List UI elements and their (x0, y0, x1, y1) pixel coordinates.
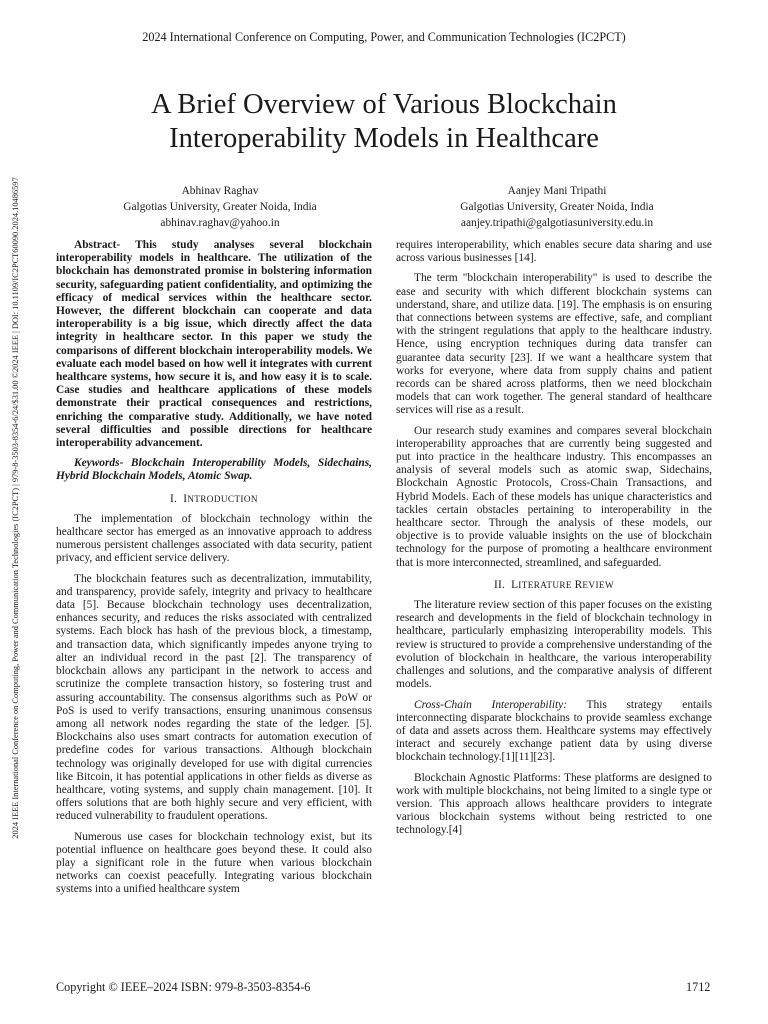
paragraph: The term "blockchain interoperability" is used to describe the ease and security with which different blockchain systems can understand, share, and utilize data. [19]. The emphasis is on ensuring that connections between systems are effective, safe, and compliant with the stringent regulations that apply to the healthcare industry. Hence, using encryption techniques during data transfer can guarantee data security [23]. If we want a healthcare system that works for everyone, where data from supply chains and patient records can be shared across platforms, then we need blockchain models that can work together. The general standard of healthcare services will rise as a result. (396, 272, 712, 417)
term-cross-chain: Cross-Chain Interoperability: (414, 698, 568, 711)
copyright-footer: Copyright © IEEE–2024 ISBN: 979-8-3503-8354-6 (56, 980, 311, 994)
paragraph: The literature review section of this paper focuses on the existing research and developments in the field of blockchain technology in healthcare, particularly emphasizing interoperability models. This review is structured to provide a comprehensive understanding of the evolution of blockchain in healthcare, the various interoperability challenges and solutions, and the comparative analysis of different models. (396, 599, 712, 691)
section-initial: L (511, 578, 519, 591)
title-line-2: Interoperability Models in Healthcare (169, 123, 599, 154)
paragraph: The blockchain features such as decentralization, immutability, and transparency, provide safely, integrity and privacy to healthcare data [5]. Because blockchain technology uses decentralization, enhances security, and reduces the risks associated with centralized systems. Each block has hash of the previous block, a timestamp, and transaction data, which significantly impedes anyone trying to alter an individual record in the past [2]. The transparency of blockchain allows any participant in the network to access and scrutinize the complete transaction history, so fostering trust and assuring accountability. The consensus algorithms such as PoW or PoS is used to verify transactions, ensuring unanimous consensus among all network nodes regarding the state of the ledger. [5]. Blockchains also uses smart contracts for automation execution of predefine codes for various transactions. Although blockchain technology was originally developed for use with digital currencies like Bitcoin, it has potential applications in other fields as diverse as healthcare, voting systems, and supply chain management. [10]. It offers solutions that are both highly secure and very efficient, with reduced vulnerability to fraudulent operations. (56, 572, 372, 823)
conference-header: 2024 International Conference on Computing, Power, and Communication Technologies (IC2PCT) (142, 30, 626, 44)
author-block-1 (55, 183, 385, 231)
abstract (56, 239, 372, 450)
author-affiliation: Galgotias University, Greater Noida, India (123, 201, 317, 213)
cross-chain-text: This strategy entails interconnecting disparate blockchains to provide seamless exchange of data and assets across them. Healthcare systems may effectively interact and securely exchange patient data by using diverse blockchain technology.[1][11][23]. (396, 698, 712, 764)
right-column (396, 239, 712, 845)
author-email[interactable]: abhinav.raghav@yahoo.in (160, 217, 280, 229)
left-column (56, 239, 372, 904)
section-heading-literature-review (396, 579, 712, 592)
section-number: I. (170, 492, 178, 505)
paragraph-cross-chain (396, 699, 712, 765)
section-rest: NTRODUCTION (187, 493, 258, 504)
paragraph: Numerous use cases for blockchain technology exist, but its potential influence on healthcare goes beyond these. It could also play a significant role in the future when various blockchain networks can coexist peacefully. Integrating various blockchain systems into a unified healthcare system (56, 830, 372, 896)
section-initial-2: R (574, 578, 583, 591)
doi-side-strip: 2024 IEEE International Conference on Computing, Power and Communication Technologies (IC2PCT) | 979-8-3503-8354-6/24/$31.00 ©2024 IEEE | DOI: 10.1109/IC2PCT60090.2024.10486597 (11, 177, 20, 839)
paragraph-agnostic: Blockchain Agnostic Platforms: These platforms are designed to work with multiple blockchains, not being limited to a single type or version. This approach allows healthcare providers to integrate various blockchain systems without being restricted to one technology.[4] (396, 771, 712, 837)
keywords: Keywords- Blockchain Interoperability Models, Sidechains, Hybrid Blockchain Models, Atomic Swap. (56, 457, 372, 483)
title-line-1: A Brief Overview of Various Blockchain (151, 89, 617, 120)
author-email[interactable]: aanjey.tripathi@galgotiasuniversity.edu.in (460, 217, 654, 229)
page-number: 1712 (686, 980, 711, 994)
section-rest: ITERATURE (518, 579, 575, 590)
paragraph: requires interoperability, which enables secure data sharing and use across various businesses [14]. (396, 239, 712, 265)
paragraph: The implementation of blockchain technology within the healthcare sector has emerged as an innovative approach to address numerous persistent challenges associated with data security, patient privacy, and efficient service delivery. (56, 512, 372, 565)
paragraph: Our research study examines and compares several blockchain interoperability approaches that are currently being suggested and put into practice in the healthcare industry. This encompasses an analysis of several models such as atomic swap, Sidechains, Blockchain Agnostic Protocols, Cross-Chain Transactions, and Hybrid Models. Each of these models has unique characteristics and tackles certain obstacles pertaining to interoperability in the healthcare sector. Through the analysis of these models, our objective is to provide valuable insights on the use of blockchain technology for the purpose of promoting a healthcare environment that is more interconnected, streamlined, and safeguarded. (396, 424, 712, 569)
section-heading-introduction (56, 493, 372, 506)
paper-title (60, 88, 708, 156)
section-rest-2: EVIEW (582, 579, 615, 590)
abstract-text: Abstract- This study analyses several blockchain interoperability models in healthcare. The utilization of the blockchain has demonstrated promise in bolstering information security, safeguarding patient confidentiality, and optimizing the efficacy of medical services within the healthcare sector. However, the different blockchain can cooperate and data interoperability is a big issue, which directly affect the data integrity in healthcare sector. In this paper we study the comparisons of different blockchain interoperability models. We evaluate each model based on how well it integrates with current healthcare systems, how secure it is, and how easy it is to scale. Case studies and healthcare applications of these models demonstrate their practical consequences and restrictions, enriching the comparative study. Additionally, we have noted several difficulties and possible directions for healthcare interoperability advancement. (56, 239, 372, 450)
section-initial: I (183, 492, 188, 505)
author-name: Aanjey Mani Tripathi (507, 185, 607, 197)
author-affiliation: Galgotias University, Greater Noida, India (460, 201, 654, 213)
author-block-2 (392, 183, 722, 231)
author-name: Abhinav Raghav (181, 185, 259, 197)
section-number: II. (493, 578, 506, 591)
